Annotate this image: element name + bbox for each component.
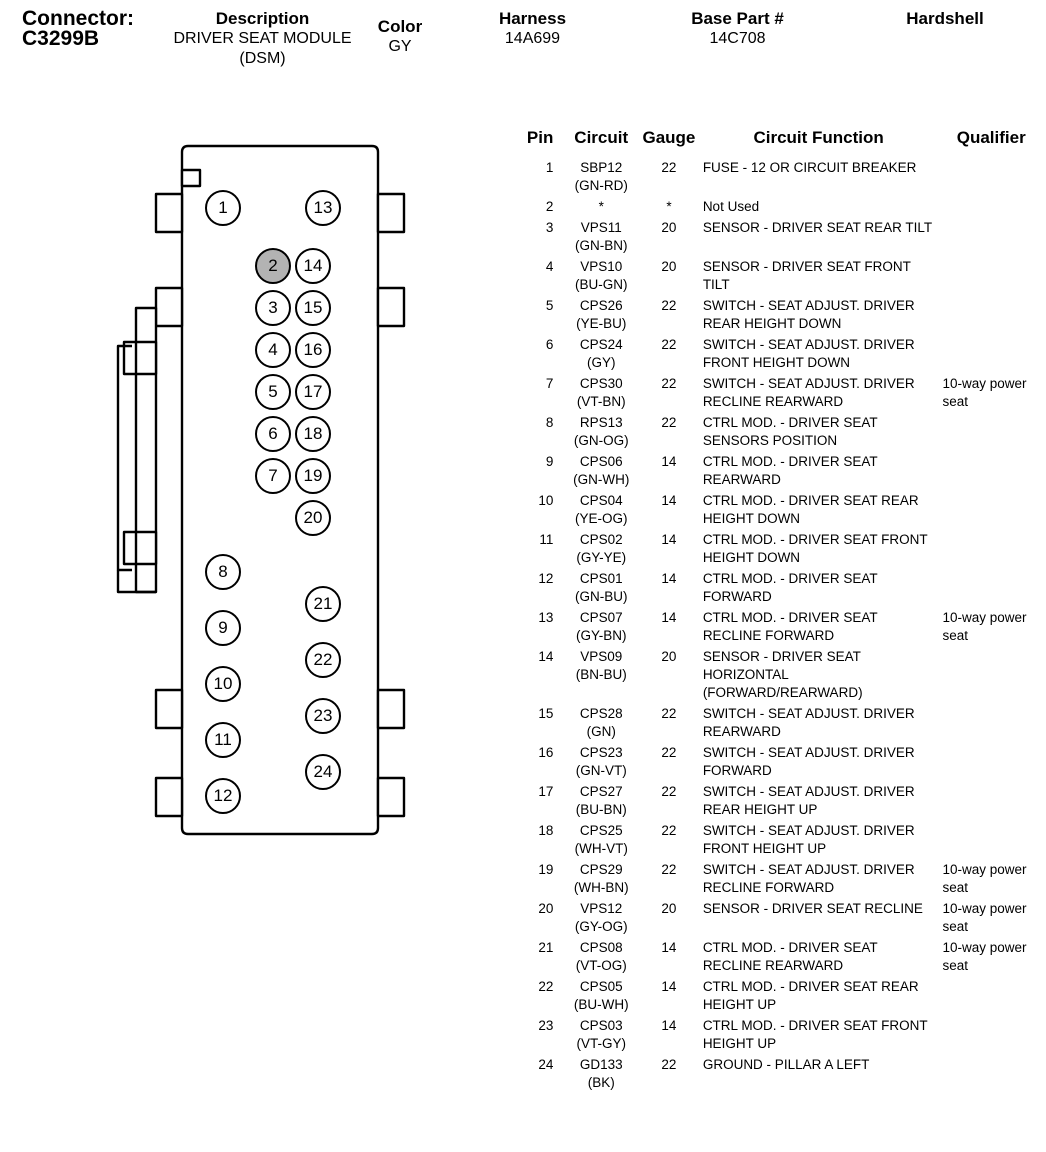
- cell-gauge: 20: [661, 649, 677, 664]
- table-row: [520, 608, 1040, 647]
- cell-pin: 15: [538, 706, 554, 721]
- cell-qualifier: [934, 569, 1040, 608]
- cell-qualifier: 10-way power seat: [942, 376, 1027, 409]
- cell-circuit: [561, 938, 641, 977]
- table-row: [520, 335, 1040, 374]
- circuit-name: CPS02: [579, 532, 623, 547]
- cell-function: SENSOR - DRIVER SEAT REAR TILT: [702, 220, 933, 235]
- table-row: [520, 413, 1040, 452]
- circuit-color-code: (GN-OG): [573, 433, 629, 448]
- cell-qualifier: [934, 257, 1040, 296]
- circuit-color-code: (BU-WH): [573, 997, 629, 1012]
- pin-circle-12[interactable]: 12: [205, 778, 241, 814]
- pin-circle-3[interactable]: 3: [255, 290, 291, 326]
- table-row: [520, 374, 1040, 413]
- cell-gauge: 14: [661, 493, 677, 508]
- hardshell-block: [860, 8, 1030, 29]
- circuit-name: GD133: [579, 1057, 623, 1072]
- cell-pin: 13: [538, 610, 554, 625]
- base-part-label: Base Part #: [691, 9, 784, 28]
- cell-circuit: [561, 1055, 641, 1094]
- cell-qualifier: [934, 647, 1040, 704]
- table-row: [520, 257, 1040, 296]
- connector-diagram: [110, 130, 430, 890]
- cell-circuit: [561, 491, 641, 530]
- cell-qualifier: [934, 704, 1040, 743]
- pin-circle-5[interactable]: 5: [255, 374, 291, 410]
- pin-circle-17[interactable]: 17: [295, 374, 331, 410]
- cell-circuit: [561, 530, 641, 569]
- cell-function: SWITCH - SEAT ADJUST. DRIVER RECLINE REARWARD: [702, 376, 915, 409]
- description-label: Description: [215, 9, 310, 28]
- cell-circuit: [561, 452, 641, 491]
- cell-function: CTRL MOD. - DRIVER SEAT RECLINE FORWARD: [702, 610, 878, 643]
- cell-circuit: [561, 899, 641, 938]
- cell-circuit: [561, 821, 641, 860]
- cell-circuit: [561, 704, 641, 743]
- cell-function: CTRL MOD. - DRIVER SEAT REAR HEIGHT UP: [702, 979, 919, 1012]
- circuit-color-code: (WH-BN): [573, 880, 629, 895]
- pin-circle-11[interactable]: 11: [205, 722, 241, 758]
- cell-qualifier: [934, 413, 1040, 452]
- color-block: [360, 16, 440, 57]
- connector-label: Connector:: [22, 7, 134, 30]
- cell-function: Not Used: [702, 199, 760, 214]
- circuit-name: CPS27: [579, 784, 623, 799]
- circuit-color-code: (WH-VT): [574, 841, 628, 856]
- cell-pin: 20: [538, 901, 554, 916]
- color-label: Color: [377, 17, 423, 36]
- cell-function: CTRL MOD. - DRIVER SEAT REARWARD: [702, 454, 878, 487]
- cell-gauge: 22: [661, 1057, 677, 1072]
- cell-gauge: 20: [661, 220, 677, 235]
- hardshell-label: Hardshell: [906, 9, 984, 28]
- circuit-color-code: (BU-GN): [574, 277, 628, 292]
- cell-qualifier: [934, 782, 1040, 821]
- cell-function: FUSE - 12 OR CIRCUIT BREAKER: [702, 160, 917, 175]
- pin-circle-24[interactable]: 24: [305, 754, 341, 790]
- pin-circle-22[interactable]: 22: [305, 642, 341, 678]
- cell-circuit: [561, 608, 641, 647]
- cell-circuit: [561, 218, 641, 257]
- cell-circuit: [561, 374, 641, 413]
- header-bar: [0, 0, 1046, 100]
- cell-function: CTRL MOD. - DRIVER SEAT SENSORS POSITION: [702, 415, 878, 448]
- circuit-name: VPS09: [580, 649, 623, 664]
- circuit-name: CPS26: [579, 298, 623, 313]
- header-circuit: Circuit: [574, 128, 629, 147]
- circuit-color-code: (GY-YE): [576, 550, 627, 565]
- table-row: [520, 296, 1040, 335]
- circuit-name: CPS25: [579, 823, 623, 838]
- cell-pin: 21: [538, 940, 554, 955]
- table-row: [520, 491, 1040, 530]
- harness-value: 14A699: [504, 30, 561, 47]
- cell-function: CTRL MOD. - DRIVER SEAT FRONT HEIGHT DOWN: [702, 532, 928, 565]
- circuit-color-code: (GN-RD): [574, 178, 628, 193]
- cell-function: SWITCH - SEAT ADJUST. DRIVER FRONT HEIGHT UP: [702, 823, 915, 856]
- table-row: [520, 158, 1040, 197]
- circuit-name: CPS01: [579, 571, 623, 586]
- pin-circle-21[interactable]: 21: [305, 586, 341, 622]
- cell-gauge: 14: [661, 979, 677, 994]
- cell-gauge: 22: [661, 784, 677, 799]
- circuit-color-code: (VT-GY): [576, 1036, 626, 1051]
- cell-circuit: [561, 257, 641, 296]
- cell-function: SWITCH - SEAT ADJUST. DRIVER REAR HEIGHT UP: [702, 784, 915, 817]
- circuit-color-code: (GY-OG): [574, 919, 628, 934]
- cell-gauge: 22: [661, 745, 677, 760]
- circuit-color-code: (BN-BU): [575, 667, 627, 682]
- cell-pin: 10: [538, 493, 554, 508]
- cell-qualifier: [934, 296, 1040, 335]
- cell-qualifier: [934, 218, 1040, 257]
- cell-gauge: 22: [661, 823, 677, 838]
- cell-pin: 4: [545, 259, 554, 274]
- cell-qualifier: 10-way power seat: [942, 862, 1027, 895]
- circuit-color-code: (GY-BN): [575, 628, 627, 643]
- pin-circle-9[interactable]: 9: [205, 610, 241, 646]
- cell-circuit: [561, 977, 641, 1016]
- cell-pin: 1: [545, 160, 554, 175]
- cell-function: SWITCH - SEAT ADJUST. DRIVER FORWARD: [702, 745, 915, 778]
- cell-pin: 23: [538, 1018, 554, 1033]
- circuit-color-code: (GN-VT): [575, 763, 627, 778]
- circuit-color-code: (GN-BU): [574, 589, 628, 604]
- circuit-name: CPS03: [579, 1018, 623, 1033]
- cell-gauge: 22: [661, 160, 677, 175]
- cell-pin: 3: [545, 220, 554, 235]
- cell-function: SWITCH - SEAT ADJUST. DRIVER REARWARD: [702, 706, 915, 739]
- cell-gauge: 20: [661, 901, 677, 916]
- table-row: [520, 647, 1040, 704]
- cell-qualifier: [934, 821, 1040, 860]
- cell-pin: 11: [539, 532, 554, 547]
- cell-pin: 14: [538, 649, 554, 664]
- header-function: Circuit Function: [753, 128, 884, 147]
- pin-circle-8[interactable]: 8: [205, 554, 241, 590]
- pin-circle-14[interactable]: 14: [295, 248, 331, 284]
- cell-circuit: [561, 569, 641, 608]
- cell-function: SENSOR - DRIVER SEAT RECLINE: [702, 901, 923, 916]
- cell-circuit: [561, 860, 641, 899]
- cell-gauge: 14: [661, 454, 677, 469]
- cell-pin: 12: [538, 571, 554, 586]
- cell-qualifier: [934, 977, 1040, 1016]
- cell-pin: 6: [545, 337, 554, 352]
- cell-circuit: [561, 296, 641, 335]
- cell-pin: 22: [538, 979, 554, 994]
- description-value: DRIVER SEAT MODULE (DSM): [173, 30, 352, 67]
- cell-pin: 2: [545, 199, 554, 214]
- cell-circuit: [561, 782, 641, 821]
- circuit-name: CPS04: [579, 493, 623, 508]
- cell-circuit: [561, 197, 641, 218]
- cell-qualifier: [934, 335, 1040, 374]
- cell-function: CTRL MOD. - DRIVER SEAT RECLINE REARWARD: [702, 940, 878, 973]
- table-row: [520, 860, 1040, 899]
- circuit-name: RPS13: [579, 415, 623, 430]
- pin-circle-1[interactable]: 1: [205, 190, 241, 226]
- cell-qualifier: [934, 1016, 1040, 1055]
- cell-pin: 18: [538, 823, 554, 838]
- circuit-name: CPS24: [579, 337, 623, 352]
- cell-qualifier: [934, 1055, 1040, 1094]
- cell-function: SWITCH - SEAT ADJUST. DRIVER RECLINE FORWARD: [702, 862, 915, 895]
- circuit-name: CPS23: [579, 745, 623, 760]
- cell-gauge: 14: [661, 571, 677, 586]
- cell-function: GROUND - PILLAR A LEFT: [702, 1057, 870, 1072]
- cell-pin: 9: [545, 454, 554, 469]
- cell-qualifier: 10-way power seat: [942, 901, 1027, 934]
- header-pin: Pin: [526, 128, 554, 147]
- circuit-color-code: (GN-WH): [573, 472, 630, 487]
- cell-qualifier: [934, 158, 1040, 197]
- circuit-name: CPS06: [579, 454, 623, 469]
- base-part-block: [640, 8, 835, 49]
- circuit-name: *: [598, 199, 604, 214]
- circuit-name: VPS10: [580, 259, 623, 274]
- table-row: [520, 197, 1040, 218]
- circuit-name: CPS28: [579, 706, 623, 721]
- cell-gauge: 22: [661, 862, 677, 877]
- harness-label: Harness: [498, 9, 567, 28]
- cell-qualifier: [934, 530, 1040, 569]
- pin-circle-19[interactable]: 19: [295, 458, 331, 494]
- pin-circle-20[interactable]: 20: [295, 500, 331, 536]
- connector-id-block: [22, 8, 134, 49]
- cell-qualifier: [934, 452, 1040, 491]
- connector-value: C3299B: [22, 27, 100, 50]
- cell-gauge: 14: [661, 532, 677, 547]
- table-row: [520, 821, 1040, 860]
- pin-circle-2[interactable]: 2: [255, 248, 291, 284]
- table-header-row: [520, 128, 1040, 158]
- cell-qualifier: [934, 197, 1040, 218]
- cell-pin: 24: [538, 1057, 554, 1072]
- table-row: [520, 782, 1040, 821]
- header-gauge: Gauge: [642, 128, 696, 147]
- cell-gauge: 14: [661, 940, 677, 955]
- table-row: [520, 569, 1040, 608]
- circuit-color-code: (BK): [587, 1075, 615, 1090]
- table-row: [520, 938, 1040, 977]
- cell-gauge: 22: [661, 298, 677, 313]
- circuit-name: CPS29: [579, 862, 623, 877]
- cell-circuit: [561, 1016, 641, 1055]
- cell-function: SWITCH - SEAT ADJUST. DRIVER REAR HEIGHT DOWN: [702, 298, 915, 331]
- cell-function: CTRL MOD. - DRIVER SEAT FORWARD: [702, 571, 878, 604]
- cell-qualifier: [934, 491, 1040, 530]
- table-row: [520, 530, 1040, 569]
- circuit-name: CPS07: [579, 610, 623, 625]
- cell-gauge: 22: [661, 337, 677, 352]
- table-row: [520, 704, 1040, 743]
- pin-circle-4[interactable]: 4: [255, 332, 291, 368]
- circuit-name: SBP12: [580, 160, 623, 175]
- table-row: [520, 743, 1040, 782]
- table-row: [520, 977, 1040, 1016]
- pin-circle-6[interactable]: 6: [255, 416, 291, 452]
- cell-gauge: 14: [661, 1018, 677, 1033]
- pin-assignment-table: [520, 128, 1040, 1094]
- table-row: [520, 218, 1040, 257]
- harness-block: [455, 8, 610, 49]
- cell-gauge: 20: [661, 259, 677, 274]
- base-part-value: 14C708: [709, 30, 766, 47]
- pin-circle-18[interactable]: 18: [295, 416, 331, 452]
- cell-qualifier: 10-way power seat: [942, 610, 1027, 643]
- circuit-color-code: (GN-BN): [574, 238, 628, 253]
- table-row: [520, 899, 1040, 938]
- cell-pin: 16: [538, 745, 554, 760]
- circuit-name: CPS30: [579, 376, 623, 391]
- circuit-name: CPS08: [579, 940, 623, 955]
- cell-pin: 8: [545, 415, 554, 430]
- cell-function: SWITCH - SEAT ADJUST. DRIVER FRONT HEIGHT DOWN: [702, 337, 915, 370]
- circuit-color-code: (VT-BN): [576, 394, 626, 409]
- description-block: [160, 8, 365, 69]
- cell-circuit: [561, 743, 641, 782]
- circuit-color-code: (GY): [586, 355, 616, 370]
- cell-circuit: [561, 335, 641, 374]
- circuit-color-code: (YE-OG): [574, 511, 628, 526]
- cell-circuit: [561, 158, 641, 197]
- pin-circle-16[interactable]: 16: [295, 332, 331, 368]
- cell-function: CTRL MOD. - DRIVER SEAT FRONT HEIGHT UP: [702, 1018, 928, 1051]
- circuit-color-code: (GN): [586, 724, 616, 739]
- cell-gauge: 22: [661, 706, 677, 721]
- cell-qualifier: [934, 743, 1040, 782]
- table-row: [520, 1016, 1040, 1055]
- connector-outline-svg: [110, 130, 430, 870]
- cell-qualifier: 10-way power seat: [942, 940, 1027, 973]
- pin-circle-15[interactable]: 15: [295, 290, 331, 326]
- circuit-name: VPS12: [580, 901, 623, 916]
- pin-circle-7[interactable]: 7: [255, 458, 291, 494]
- pin-circle-10[interactable]: 10: [205, 666, 241, 702]
- table-row: [520, 452, 1040, 491]
- cell-circuit: [561, 413, 641, 452]
- cell-circuit: [561, 647, 641, 704]
- pin-circle-23[interactable]: 23: [305, 698, 341, 734]
- table-body: [520, 158, 1040, 1094]
- cell-gauge: 14: [661, 610, 677, 625]
- pin-circle-13[interactable]: 13: [305, 190, 341, 226]
- cell-function: SENSOR - DRIVER SEAT HORIZONTAL (FORWARD/REARWARD): [702, 649, 863, 700]
- circuit-color-code: (YE-BU): [576, 316, 627, 331]
- cell-gauge: *: [666, 199, 672, 214]
- cell-function: CTRL MOD. - DRIVER SEAT REAR HEIGHT DOWN: [702, 493, 919, 526]
- cell-pin: 7: [545, 376, 554, 391]
- circuit-name: VPS11: [580, 220, 622, 235]
- circuit-name: CPS05: [579, 979, 623, 994]
- cell-pin: 17: [538, 784, 554, 799]
- cell-gauge: 22: [661, 415, 677, 430]
- cell-pin: 5: [545, 298, 554, 313]
- color-value: GY: [388, 38, 412, 55]
- table-row: [520, 1055, 1040, 1094]
- header-qualifier: Qualifier: [956, 128, 1026, 147]
- cell-gauge: 22: [661, 376, 677, 391]
- circuit-color-code: (VT-OG): [575, 958, 627, 973]
- cell-function: SENSOR - DRIVER SEAT FRONT TILT: [702, 259, 911, 292]
- cell-pin: 19: [538, 862, 554, 877]
- circuit-color-code: (BU-BN): [575, 802, 627, 817]
